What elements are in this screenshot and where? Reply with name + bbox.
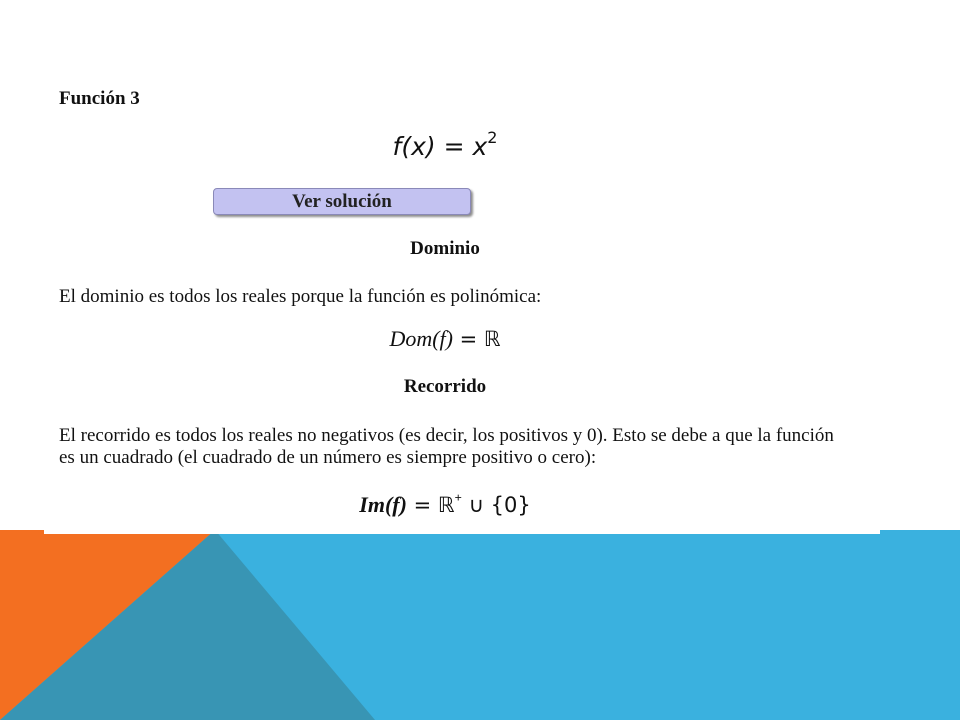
domain-heading: Dominio: [410, 238, 480, 259]
range-formula-lhs: Im(f): [359, 492, 407, 517]
domain-text: El dominio es todos los reales porque la función es polinómica:: [59, 286, 542, 307]
content-panel: [44, 0, 880, 534]
domain-formula-lhs: Dom(f): [389, 326, 453, 351]
range-text: El recorrido es todos los reales no negativos (es decir, los positivos y 0). Esto se debe a que la función es un cuadrado (el cuadrado de un número es siempre positivo o cero):: [59, 425, 834, 468]
main-formula: [44, 128, 846, 161]
range-formula-tail: ∪ {0}: [461, 493, 531, 517]
main-formula-expression: f(x) = x: [392, 132, 488, 161]
range-formula-plus: +: [454, 490, 462, 505]
domain-formula: [44, 326, 846, 352]
function-title: Función 3: [59, 88, 140, 109]
domain-formula-rhs: = ℝ: [452, 327, 501, 351]
range-formula-reals: = ℝ: [406, 493, 455, 517]
main-formula-exponent: 2: [487, 128, 498, 147]
range-formula: [44, 492, 846, 518]
show-solution-button[interactable]: Ver solución: [213, 188, 471, 215]
range-heading: Recorrido: [403, 376, 487, 397]
